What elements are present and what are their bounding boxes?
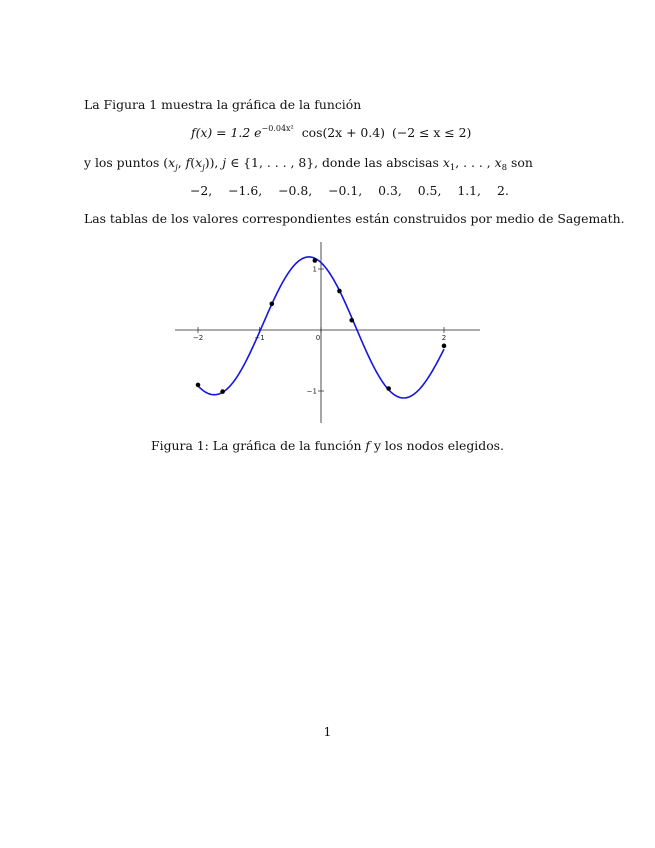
p2-f2: , . . . ,	[455, 155, 495, 170]
p2-c: (	[190, 155, 196, 170]
node-point	[220, 389, 225, 394]
p2-x: x	[168, 155, 176, 170]
y-tick-label: −1	[306, 387, 317, 396]
abscissa-value: 1.1,	[457, 183, 481, 198]
abscissa-value: 0.5,	[417, 183, 442, 198]
sagemath-paragraph	[84, 211, 625, 226]
p2-x2: x	[195, 155, 203, 170]
equation-exponent: −0.04x²	[261, 124, 294, 133]
function-plot	[170, 240, 486, 426]
p2-x3: x	[442, 155, 450, 170]
p2-f: f	[185, 155, 191, 170]
intro-paragraph	[84, 97, 361, 112]
intro-text: La Figura 1 muestra la gráfica de la función	[84, 97, 362, 112]
caption-f: f	[365, 438, 371, 453]
abscissa-value: −0.1,	[328, 183, 363, 198]
equation-e: e	[254, 125, 262, 140]
p2-a: y los puntos (	[84, 155, 169, 170]
abscissa-value: 2.	[496, 183, 509, 198]
abscissa-value: −2,	[190, 183, 213, 198]
p2-s8: 8	[501, 163, 508, 173]
x-tick-label: 0	[315, 334, 321, 342]
abscissa-value: 0.3,	[378, 183, 402, 198]
abscissa-value: −0.8,	[278, 183, 313, 198]
abscissa-value: −1.6,	[228, 183, 263, 198]
p2-j2: j	[202, 163, 205, 173]
p2-j1: j	[175, 163, 178, 173]
node-point	[386, 386, 391, 391]
node-point	[270, 301, 275, 306]
p2-g: son	[507, 155, 533, 170]
x-tick-label: −2	[192, 334, 204, 342]
y-tick-label: 1	[312, 265, 317, 274]
x-tick-label: 2	[441, 334, 447, 342]
node-point	[337, 289, 342, 294]
page-number: 1	[323, 724, 332, 739]
equation-cos: cos(2x + 0.4)	[301, 125, 385, 140]
sagemath-text: Las tablas de los valores correspondientes están construidos por medio de Sagemath.	[84, 211, 625, 226]
caption-text-b: y los nodos elegidos.	[370, 438, 504, 453]
p2-b: ,	[177, 155, 186, 170]
p2-s1: 1	[449, 163, 456, 173]
node-point	[196, 383, 201, 388]
equation-range: (−2 ≤ x ≤ 2)	[392, 125, 472, 140]
ticks	[193, 266, 446, 396]
function-equation	[191, 125, 385, 140]
p2-d: )),	[204, 155, 223, 170]
p2-j3: j	[222, 155, 227, 170]
node-point	[442, 344, 447, 349]
node-point	[349, 318, 354, 323]
figure-caption	[0, 438, 655, 453]
abscissa-list	[190, 183, 521, 198]
equation-lhs: f(x) = 1.2	[191, 125, 251, 140]
x-tick-label: −1	[254, 334, 265, 342]
points-paragraph	[84, 155, 533, 173]
p2-e: ∈ {1, . . . , 8}, donde las abscisas	[226, 155, 443, 170]
p2-x4: x	[494, 155, 502, 170]
caption-text-a: Figura 1: La gráfica de la función	[151, 438, 366, 453]
node-point	[313, 258, 318, 263]
